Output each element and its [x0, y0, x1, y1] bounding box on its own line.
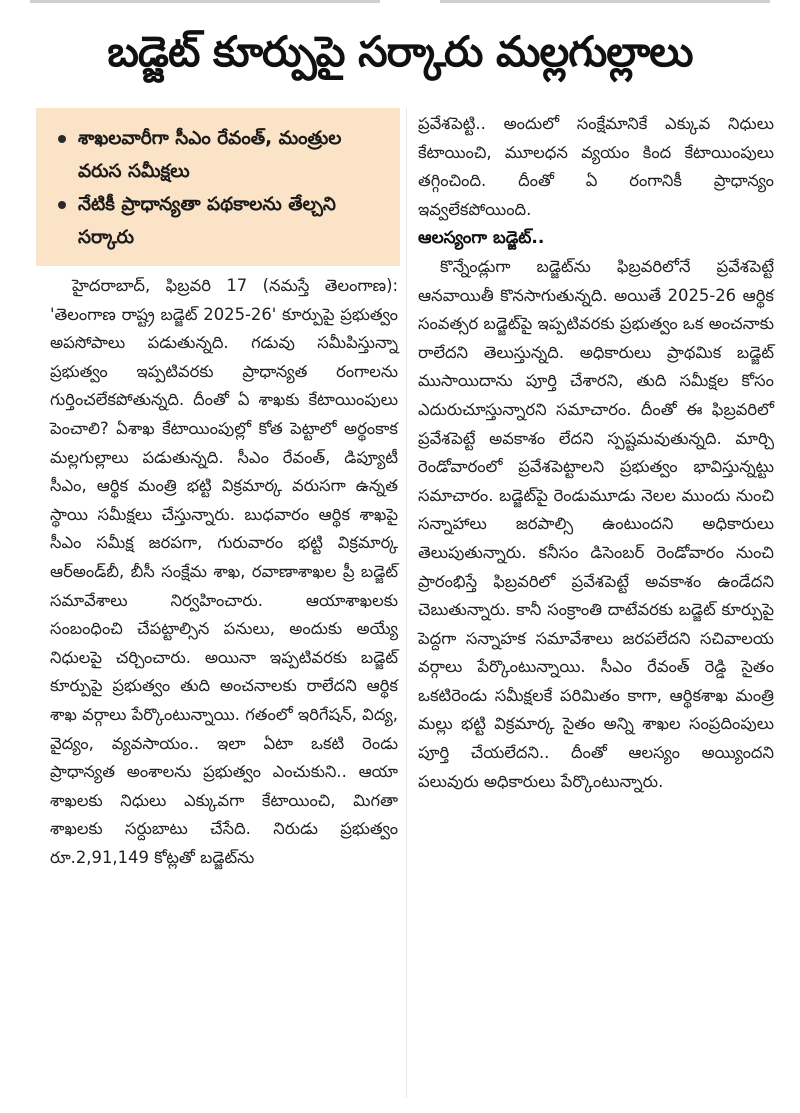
highlight-list	[36, 108, 400, 254]
highlight-box	[36, 108, 400, 266]
top-rule-left	[30, 0, 380, 3]
column-divider	[406, 108, 407, 1098]
article-headline: బడ్జెట్ కూర్పుపై సర్కారు మల్లగుల్లాలు	[107, 27, 693, 76]
highlight-item	[58, 122, 390, 188]
left-column	[50, 272, 398, 872]
right-column-intro: ప్రవేశపెట్టి.. అందులో సంక్షేమానికే ఎక్కువ నిధులు కేటాయించి, మూలధన వ్యయం కింద కేటాయింపులు తగ్గించింది. దీంతో ఏ రంగానికీ ప్రాధాన్యం ఇవ్వలేకపోయింది.	[418, 114, 774, 219]
highlight-text: నేటికీ ప్రాధాన్యతా పథకాలను తేల్చని సర్కారు	[78, 194, 336, 248]
right-column	[418, 110, 774, 796]
subheading: ఆలస్యంగా బడ్జెట్..	[418, 228, 545, 249]
right-column-body: కొన్నేండ్లుగా బడ్జెట్‌ను ఫిబ్రవరిలోనే ప్రవేశపెట్టే ఆనవాయితీ కొనసాగుతున్నది. అయితే 2025-26 ఆర్థిక సంవత్సర బడ్జెట్‌పై ఇప్పటివరకు ప్రభుత్వం ఒక అంచనాకు రాలేదని తెలుస్తున్నది. అధికారులు ప్రాథమిక బడ్జెట్ ముసాయిదాను పూర్తి చేశారని, తుది సమీక్షల కోసం ఎదురుచూస్తున్నారని సమాచారం. దీంతో ఈ ఫిబ్రవరిలో ప్రవేశపెట్టే అవకాశం లేదని స్పష్టమవుతున్నది. మార్చి రెండోవారంలో ప్రవేశపెట్టాలని ప్రభుత్వం భావిస్తున్నట్టు సమాచారం. బడ్జెట్‌పై రెండుమూడు నెలల ముందు నుంచి సన్నాహాలు జరపాల్సి ఉంటుందని అధికారులు తెలుపుతున్నారు. కనీసం డిసెంబర్ రెండోవారం నుంచి ప్రారంభిస్తే ఫిబ్రవరిలో ప్రవేశపెట్టే అవకాశం ఉండేదని చెబుతున్నారు. కానీ సంక్రాంతి దాటేవరకు బడ్జెట్ కూర్పుపై పెద్దగా సన్నాహక సమావేశాలు జరపలేదని సచివాలయ వర్గాలు పేర్కొంటున్నాయి. సీఎం రేవంత్ రెడ్డి సైతం ఒకటిరెండు సమీక్షలకే పరిమితం కాగా, ఆర్థికశాఖ మంత్రి మల్లు భట్టి విక్రమార్క సైతం అన్ని శాఖల సంప్రదింపులు పూర్తి చేయలేదని.. దీంతో ఆలస్యం అయ్యిందని పలువురు అధికారులు పేర్కొంటున్నారు.	[418, 256, 774, 791]
bullet-icon	[58, 201, 66, 209]
highlight-item	[58, 188, 390, 254]
top-rule-right	[440, 0, 770, 3]
bullet-icon	[58, 135, 66, 143]
highlight-text: శాఖలవారీగా సీఎం రేవంత్, మంత్రుల వరుస సమీక్షలు	[78, 128, 342, 182]
left-column-text: హైదరాబాద్, ఫిబ్రవరి 17 (నమస్తే తెలంగాణ): 'తెలంగాణ రాష్ట్ర బడ్జెట్ 2025-26' కూర్పుపై ప్రభుత్వం అపసోపాలు పడుతున్నది. గడువు సమీపిస్తున్నా ప్రభుత్వం ఇప్పటివరకు ప్రాధాన్యత రంగాలను గుర్తించలేకపోతున్నది. దీంతో ఏ శాఖకు కేటాయింపులు పెంచాలి? ఏశాఖ కేటాయింపుల్లో కోత పెట్టాలో అర్థంకాక మల్లగుల్లాలు పడుతున్నది. సీఎం రేవంత్, డిప్యూటీ సీఎం, ఆర్థిక మంత్రి భట్టి విక్రమార్క వరుసగా ఉన్నత స్థాయి సమీక్షలు చేస్తున్నారు. బుధవారం ఆర్థిక శాఖపై సీఎం సమీక్ష జరపగా, గురువారం భట్టి విక్రమార్క ఆర్‌అండ్‌బీ, బీసీ సంక్షేమ శాఖ, రవాణాశాఖల ప్రీ బడ్జెట్ సమావేశాలు నిర్వహించారు. ఆయాశాఖలకు సంబంధించి చేపట్టాల్సిన పనులు, అందుకు అయ్యే నిధులపై చర్చించారు. అయినా ఇప్పటివరకు బడ్జెట్ కూర్పుపై ప్రభుత్వం తుది అంచనాలకు రాలేదని ఆర్థిక శాఖ వర్గాలు పేర్కొంటున్నాయి. గతంలో ఇరిగేషన్, విద్య, వైద్యం, వ్యవసాయం.. ఇలా ఏటా ఒకటి రెండు ప్రాధాన్యత అంశాలను ప్రభుత్వం ఎంచుకుని.. ఆయా శాఖలకు నిధులు ఎక్కువగా కేటాయించి, మిగతా శాఖలకు సర్దుబాటు చేసేది. నిరుడు ప్రభుత్వం రూ.2,91,149 కోట్లతో బడ్జెట్‌ను	[50, 276, 398, 867]
